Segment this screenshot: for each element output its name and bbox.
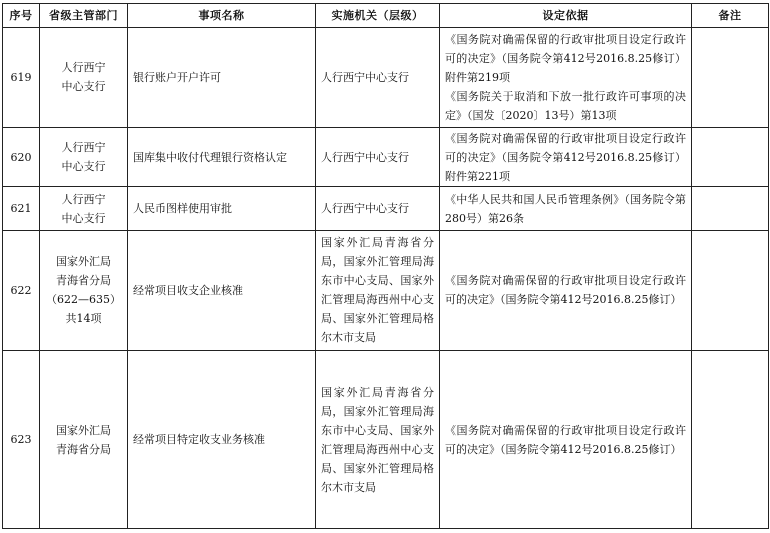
dept-line: 国家外汇局	[56, 255, 111, 269]
row-agency: 国家外汇局青海省分局，国家外汇管理局海东市中心支局、国家外汇管理局海西州中心支局、国家外汇管理局格尔木市支局	[316, 230, 440, 350]
dept-line: 人行西宁	[61, 192, 106, 206]
row-item: 经常项目收支企业核准	[128, 230, 316, 350]
row-basis	[440, 187, 692, 230]
basis-paragraph: 《国务院对确需保留的行政审批项目设定行政许可的决定》（国务院令第412号2016.8.25修订）	[445, 274, 686, 307]
header-remark: 备注	[692, 4, 769, 28]
dept-line: 中心支行	[61, 160, 106, 174]
dept-line: 共14项	[65, 312, 102, 326]
table-header-row	[3, 4, 769, 28]
row-remark	[692, 351, 769, 529]
header-dept: 省级主管部门	[40, 4, 128, 28]
row-item: 国库集中收付代理银行资格认定	[128, 127, 316, 187]
dept-line: 青海省分局	[56, 442, 111, 456]
row-basis	[440, 351, 692, 529]
row-seq: 620	[3, 127, 40, 187]
table-row	[3, 351, 769, 529]
row-remark	[692, 127, 769, 187]
dept-line: 中心支行	[61, 80, 106, 94]
row-agency: 人行西宁中心支行	[316, 28, 440, 128]
dept-line: （622—635）	[46, 293, 121, 307]
row-agency: 人行西宁中心支行	[316, 187, 440, 230]
header-basis: 设定依据	[440, 4, 692, 28]
table-row	[3, 28, 769, 128]
row-agency: 人行西宁中心支行	[316, 127, 440, 187]
table-row	[3, 230, 769, 350]
basis-paragraph: 《国务院对确需保留的行政审批项目设定行政许可的决定》（国务院令第412号2016.8.25修订）附件第221项	[445, 131, 686, 183]
header-seq: 序号	[3, 4, 40, 28]
row-basis	[440, 28, 692, 128]
table-row	[3, 187, 769, 230]
row-dept	[40, 187, 128, 230]
row-dept	[40, 28, 128, 128]
row-dept	[40, 127, 128, 187]
row-remark	[692, 28, 769, 128]
row-seq: 623	[3, 351, 40, 529]
row-dept	[40, 351, 128, 529]
dept-line: 中心支行	[61, 211, 106, 225]
row-seq: 622	[3, 230, 40, 350]
basis-paragraph: 《中华人民共和国人民币管理条例》（国务院令第280号）第26条	[445, 192, 686, 225]
row-dept	[40, 230, 128, 350]
approval-items-table	[2, 3, 769, 529]
basis-paragraph: 《国务院对确需保留的行政审批项目设定行政许可的决定》（国务院令第412号2016.8.25修订）	[445, 423, 686, 456]
row-item: 银行账户开户许可	[128, 28, 316, 128]
row-basis	[440, 230, 692, 350]
dept-line: 青海省分局	[56, 274, 111, 288]
dept-line: 国家外汇局	[56, 423, 111, 437]
row-remark	[692, 230, 769, 350]
row-agency: 国家外汇局青海省分局，国家外汇管理局海东市中心支局、国家外汇管理局海西州中心支局、国家外汇管理局格尔木市支局	[316, 351, 440, 529]
header-agency: 实施机关（层级）	[316, 4, 440, 28]
table-row	[3, 127, 769, 187]
basis-paragraph: 《国务院关于取消和下放一批行政许可事项的决定》（国发〔2020〕13号）第13项	[445, 89, 686, 122]
dept-line: 人行西宁	[61, 141, 106, 155]
row-seq: 619	[3, 28, 40, 128]
dept-line: 人行西宁	[61, 61, 106, 75]
row-remark	[692, 187, 769, 230]
row-item: 人民币图样使用审批	[128, 187, 316, 230]
row-basis	[440, 127, 692, 187]
row-item: 经常项目特定收支业务核准	[128, 351, 316, 529]
basis-paragraph: 《国务院对确需保留的行政审批项目设定行政许可的决定》（国务院令第412号2016.8.25修订）附件第219项	[445, 32, 686, 84]
header-item: 事项名称	[128, 4, 316, 28]
row-seq: 621	[3, 187, 40, 230]
